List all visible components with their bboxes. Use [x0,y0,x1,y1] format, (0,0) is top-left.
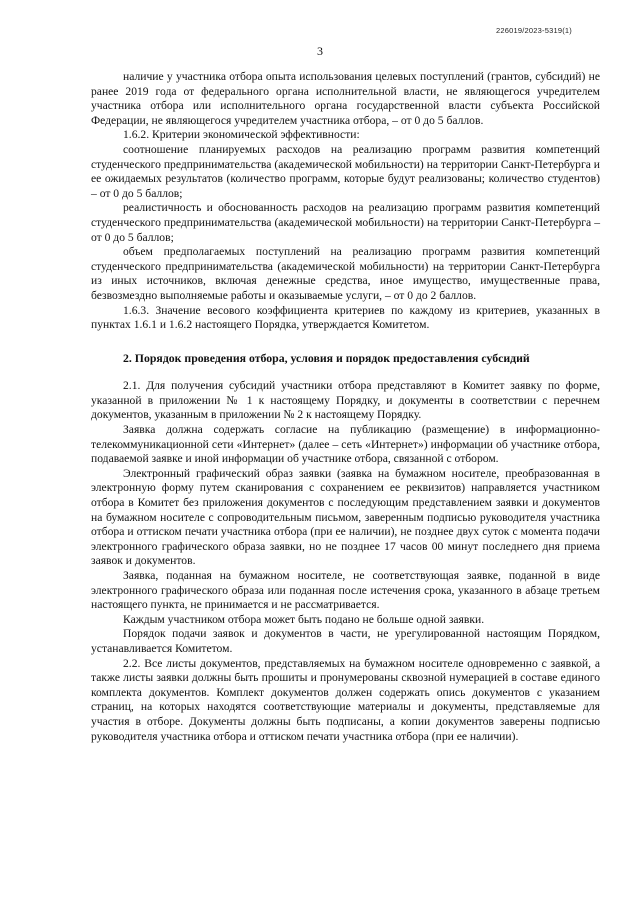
paragraph-1-6-3: 1.6.3. Значение весового коэффициента критериев по каждому из критериев, указанных в пунктах 1.6.1 и 1.6.2 настоящего Порядка, утверждается Комитетом. [91,303,600,332]
paragraph-2-2: 2.2. Все листы документов, представляемых на бумажном носителе одновременно с заявкой, а также листы заявки должны быть прошиты и пронумерованы сквозной нумерацией в составе единого комплекта документов. Комплект документов должен содержать опись документов с указанием страниц, на которых находятся соответствующие материалы и документы, представляемые для участия в отборе. Документы должны быть подписаны, а копии документов заверены подписью руководителя участника отбора и оттиском печати участника отбора (при ее наличии). [91,656,600,743]
section-2-heading: 2. Порядок проведения отбора, условия и порядок предоставления субсидий [123,350,530,365]
paragraph-paper-application: Заявка, поданная на бумажном носителе, не соответствующая заявке, поданной в виде электронного графического образа или поданная после истечения срока, указанного в абзаце третьем настоящего пункта, не принимается и не рассматривается. [91,569,600,612]
page-number: 3 [317,44,323,58]
paragraph-consent: Заявка должна содержать согласие на публикацию (размещение) в информационно-телекоммуникационной сети «Интернет» (далее – сеть «Интернет») информации об участнике отбора, подаваемой заявке и иной информации об участнике отбора, связанной с отбором. [91,423,600,466]
paragraph-cost-ratio: соотношение планируемых расходов на реализацию программ развития компетенций студенческого предпринимательства (академической мобильности) на территории Санкт-Петербурга и ее ожидаемых результатов (количество программ, которые будут реализованы; количество студентов) – от 0 до 5 баллов; [91,142,600,200]
paragraph-electronic-image: Электронный графический образ заявки (заявка на бумажном носителе, преобразованная в электронную форму путем сканирования с сохранением ее реквизитов) направляется участником отбора в Комитет без приложения документов с последующим представлением заявки и документов на бумажном носителе с сопроводительным письмом, заверенным подписью руководителя участника отбора и оттиском печати участника отбора (при ее наличии), не позднее двух суток с момента подачи электронного графического образа заявки, но не позднее 17 часов 00 минут последнего дня приема заявок и документов. [91,466,600,568]
document-body [91,70,600,744]
paragraph-realism: реалистичность и обоснованность расходов на реализацию программ развития компетенций студенческого предпринимательства (академической мобильности) на территории Санкт-Петербурга – от 0 до 5 баллов; [91,201,600,244]
paragraph-1-6-2: 1.6.2. Критерии экономической эффективности: [123,128,360,142]
paragraph-experience-criterion: наличие у участника отбора опыта использования целевых поступлений (грантов, субсидий) не ранее 2019 года от федерального органа исполнительной власти, не являющегося учредителем участника отбора или исполнительного органа государственной власти субъекта Российской Федерации, не являющегося учредителем участника отбора, – от 0 до 5 баллов. [91,70,600,127]
paragraph-submission-order: Порядок подачи заявок и документов в части, не урегулированной настоящим Порядком, устанавливается Комитетом. [91,627,600,655]
paragraph-one-application: Каждым участником отбора может быть подано не больше одной заявки. [123,612,485,626]
paragraph-2-1: 2.1. Для получения субсидий участники отбора представляют в Комитет заявку по форме, указанной в приложении № 1 к настоящему Порядку, и документы в соответствии с перечнем документов, указанным в приложении № 2 к настоящему Порядку. [91,379,600,422]
document-registration-number: 226019/2023-5319(1) [496,26,572,35]
paragraph-other-sources: объем предполагаемых поступлений на реализацию программ развития компетенций студенческого предпринимательства (академической мобильности) на территории Санкт-Петербурга из иных источников, включая денежные средства, иное имущество, имущественные права, безвозмездно выполняемые работы и оказываемые услуги, – от 0 до 2 баллов. [91,245,600,302]
